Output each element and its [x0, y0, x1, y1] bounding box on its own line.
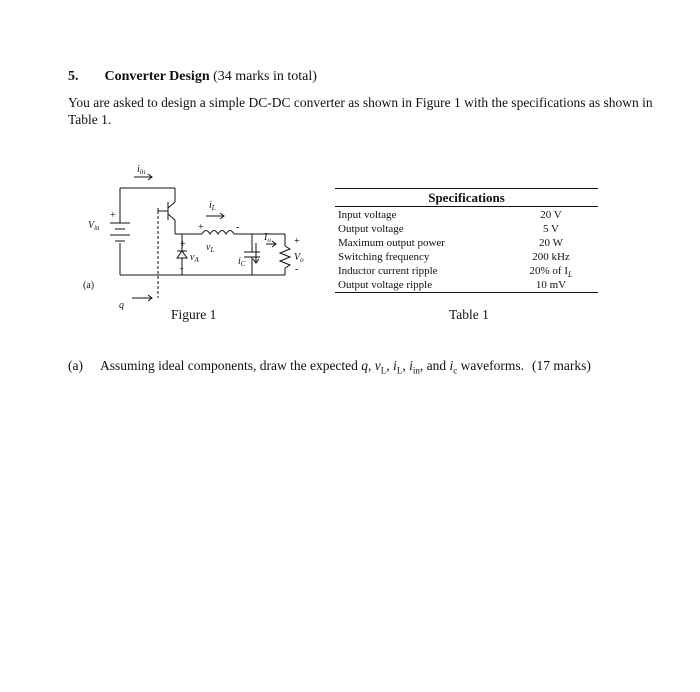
spec-label: Input voltage	[338, 209, 397, 221]
spec-label: Maximum output power	[338, 237, 445, 249]
svg-text:vL	[206, 242, 214, 254]
label-i-in-sub: in	[139, 168, 146, 176]
table-caption: Table 1	[449, 307, 489, 322]
label-i-in: i	[137, 164, 140, 175]
part-a-text-2: waveforms.	[457, 358, 524, 373]
part-a-sep: ,	[368, 358, 375, 373]
spec-label: Output voltage ripple	[338, 279, 433, 291]
diode-symbol	[177, 251, 187, 258]
part-a-text: Assuming ideal components, draw the expected	[99, 358, 362, 373]
label-i-o-sub: o	[267, 236, 271, 244]
label-va-plus: +	[180, 239, 186, 250]
svg-text:Vin	[88, 220, 100, 232]
svg-text:iC	[238, 256, 246, 268]
spec-value: 200 kHz	[532, 251, 570, 263]
spec-label: Output voltage	[338, 223, 404, 235]
label-vo-plus: +	[294, 236, 300, 247]
part-a-question	[68, 358, 591, 376]
label-v-l: v	[206, 242, 211, 253]
part-a-marks: (17 marks)	[531, 358, 591, 373]
label-vl-plus: +	[198, 222, 204, 233]
label-va-minus: -	[180, 263, 184, 274]
label-i-l-sub: L	[211, 204, 216, 212]
label-i-o: I	[264, 232, 268, 243]
spec-value: 20 W	[539, 237, 563, 249]
question-marks: (34 marks in total)	[213, 69, 317, 84]
label-v-o: V	[294, 252, 301, 263]
table-top-rule	[335, 188, 598, 189]
label-v-in-sub: in	[94, 224, 100, 232]
svg-text:vA	[190, 252, 199, 264]
question-heading	[68, 69, 317, 85]
specifications-table	[335, 188, 598, 296]
figure-caption: Figure 1	[171, 307, 217, 322]
spec-value-text: 20% of I	[529, 265, 569, 277]
part-a-ic: i	[449, 358, 454, 373]
label-q: q	[119, 300, 124, 310]
part-a-ic-sub: c	[453, 365, 458, 376]
label-i-c: i	[238, 256, 241, 267]
table-bottom-rule	[335, 292, 598, 293]
label-vl-minus: -	[236, 222, 240, 233]
label-i-c-sub: C	[240, 260, 246, 268]
label-vo-minus: -	[295, 264, 299, 275]
label-i-l: i	[209, 200, 212, 211]
label-v-a: v	[190, 252, 195, 263]
label-panel: (a)	[83, 280, 95, 291]
part-a-v: v	[374, 358, 381, 373]
spec-value: 20 V	[540, 209, 562, 221]
spec-value: 10 mV	[535, 279, 567, 291]
spec-label: Switching frequency	[338, 251, 430, 263]
question-title: Converter Design	[104, 69, 210, 84]
spec-value: 5 V	[543, 223, 559, 235]
spec-label: Inductor current ripple	[338, 265, 438, 277]
part-a-iin: i	[409, 358, 413, 373]
table-header-rule	[335, 206, 598, 207]
circuit-diagram	[80, 160, 330, 310]
label-v-o-sub: o	[300, 256, 304, 264]
spec-value-sub: L	[568, 270, 573, 280]
label-vin-plus: +	[110, 210, 116, 221]
svg-text:iL	[209, 200, 216, 212]
part-a-sep: ,	[402, 358, 410, 373]
label-v-l-sub: L	[210, 246, 215, 254]
question-number: 5.	[68, 69, 79, 84]
label-v-in: V	[88, 220, 95, 231]
svg-text:Vo	[294, 252, 304, 264]
table-header: Specifications	[428, 190, 505, 205]
part-a-il: i	[393, 358, 397, 373]
part-a-sep: ,	[386, 358, 394, 373]
label-v-a-sub: A	[194, 256, 199, 264]
part-a-v-sub: L	[380, 365, 387, 376]
part-a-il-sub: L	[396, 365, 403, 376]
question-intro: You are asked to design a simple DC-DC converter as shown in Figure 1 with the specifications as shown in Table 1.	[68, 95, 653, 127]
inductor-coil	[202, 231, 234, 235]
part-a-sep: , and	[419, 358, 450, 373]
load-resistor	[280, 246, 290, 268]
part-a-iin-sub: in	[412, 365, 420, 376]
part-a-letter: (a)	[68, 358, 83, 373]
svg-text:iin	[137, 164, 146, 176]
part-a-q: q	[361, 358, 369, 373]
